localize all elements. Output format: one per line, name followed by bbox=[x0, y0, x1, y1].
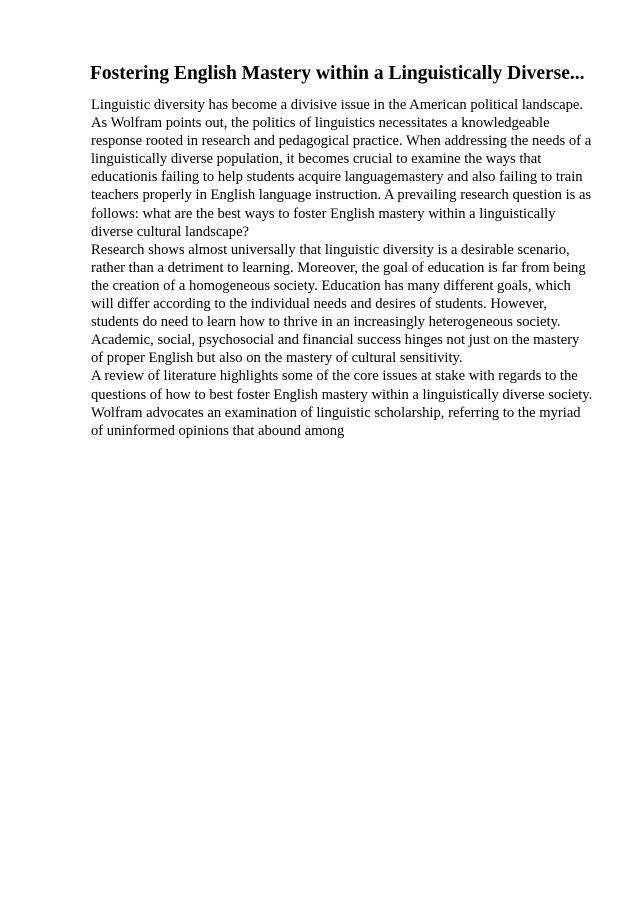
body-line: follows: what are the best ways to foster English mastery within a linguistically bbox=[91, 205, 556, 222]
body-line: response rooted in research and pedagogical practice. When addressing the needs of a bbox=[91, 133, 592, 150]
body-line: questions of how to best foster English mastery within a linguistically diverse society. bbox=[91, 386, 593, 403]
body-line: teachers properly in English language instruction. A prevailing research question is as bbox=[91, 187, 592, 204]
body-line: Wolfram advocates an examination of linguistic scholarship, referring to the myriad bbox=[91, 404, 581, 421]
body-line: will differ according to the individual needs and desires of students. However, bbox=[91, 296, 547, 313]
body-line: Academic, social, psychosocial and financial success hinges not just on the mastery bbox=[91, 332, 580, 349]
body-line: A review of literature highlights some of the core issues at stake with regards to the bbox=[91, 368, 578, 385]
body-line: linguistically diverse population, it becomes crucial to examine the ways that bbox=[91, 151, 542, 168]
body-line: diverse cultural landscape? bbox=[91, 223, 250, 240]
body-line: As Wolfram points out, the politics of linguistics necessitates a knowledgeable bbox=[91, 115, 550, 132]
body-line: Research shows almost universally that linguistic diversity is a desirable scenario, bbox=[91, 241, 570, 258]
document-title: Fostering English Mastery within a Linguistically Diverse... bbox=[90, 63, 585, 84]
body-line: rather than a detriment to learning. Moreover, the goal of education is far from being bbox=[91, 259, 586, 276]
document-body bbox=[91, 96, 611, 440]
body-line: Linguistic diversity has become a divisive issue in the American political landscape. bbox=[91, 97, 584, 113]
body-line: educationis failing to help students acquire languagemastery and also failing to train bbox=[91, 169, 583, 186]
body-line: of proper English but also on the mastery of cultural sensitivity. bbox=[91, 350, 463, 367]
body-line: students do need to learn how to thrive in an increasingly heterogeneous society. bbox=[91, 314, 561, 331]
body-line: the creation of a homogeneous society. Education has many different goals, which bbox=[91, 277, 571, 294]
body-line: of uninformed opinions that abound among bbox=[91, 422, 345, 439]
